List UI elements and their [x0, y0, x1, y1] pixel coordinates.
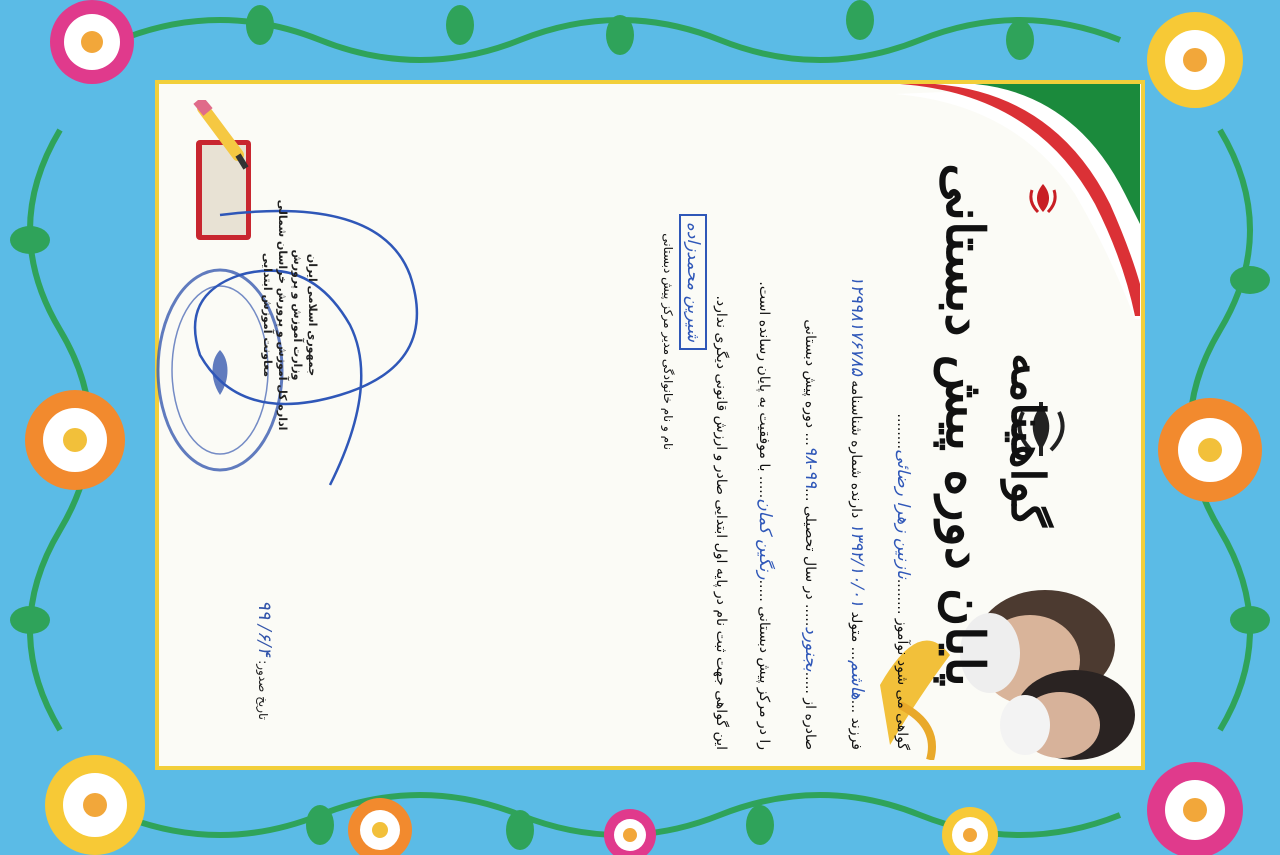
body-line-3: صادره از .....بجنورد..... در سال تحصیلی ...۹۹-۹۸... دوره پیش دبستانی — [801, 319, 821, 750]
certificate-subtitle: پایان دوره پیش دبستانی — [934, 163, 995, 687]
flag-emblem-icon — [1028, 182, 1058, 216]
portrait-image — [860, 575, 1135, 760]
body-line-4: را در مرکز پیش دبستانی .....رنگین کمان..... با موفقیت به پایان رسانده است. — [755, 281, 775, 750]
id-number: ۱۲۹۹۸۱۷۶۷۸۵ — [847, 275, 867, 376]
deputy-name: معاونت آموزش ابتدایی — [261, 252, 274, 378]
principal-name: شیرین محمدزاده — [679, 214, 707, 350]
birth-date: ۱۳۹۲/۱۰/۰۱ — [847, 522, 867, 608]
flag-ribbon — [895, 84, 1140, 324]
center-name: رنگین کمان — [755, 498, 775, 580]
iran-emblem-icon — [1015, 402, 1067, 458]
directorate-name: اداره کل آموزش و پرورش خراسان شمالی — [276, 199, 289, 431]
body-line-1: گواهی می شود نوآموز ........نازنین زهرا رضائی........ — [893, 413, 913, 750]
issued-from: بجنورد — [801, 626, 821, 672]
body-line-5: این گواهی جهت ثبت نام در پایه اول ابتدایی صادر و ارزش قانونی دیگری ندارد. — [713, 295, 729, 750]
body-line-2: فرزند ...هاشم... متولد ۱۳۹۲/۱۰/۰۱ دارنده شماره شناسنامه ۱۲۹۹۸۱۷۶۷۸۵ — [847, 275, 867, 750]
issue-date-value: ۶/۴/ ۹۹ — [254, 599, 275, 657]
school-year: ۹۹-۹۸ — [801, 445, 821, 489]
signature-scribble — [180, 185, 500, 515]
student-name: نازنین زهرا رضائی — [893, 449, 913, 579]
ministry-name: وزارت آموزش و پرورش — [291, 249, 304, 381]
country-name: جمهوری اسلامی ایران — [306, 253, 319, 377]
father-name: هاشم — [847, 660, 867, 700]
issue-date-label: تاریخ صدور: — [256, 660, 270, 720]
certificate-title: گواهینامه — [1001, 353, 1055, 527]
signature-label: نام و نام خانوادگی مدیر مرکز پیش دبستانی — [661, 233, 675, 450]
